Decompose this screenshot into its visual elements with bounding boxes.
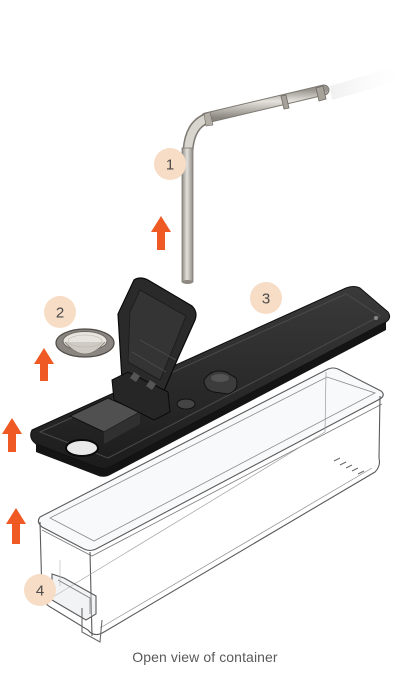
part-label-3 bbox=[250, 282, 282, 314]
svg-text:1: 1 bbox=[165, 156, 175, 174]
pipe-part bbox=[182, 62, 410, 284]
part-label-1 bbox=[154, 148, 186, 180]
up-arrow-icon bbox=[151, 216, 171, 250]
strainer-part bbox=[56, 329, 114, 357]
svg-text:2: 2 bbox=[55, 304, 65, 322]
part-label-2 bbox=[44, 296, 76, 328]
up-arrow-icon bbox=[34, 348, 54, 381]
up-arrow-icon bbox=[2, 418, 22, 452]
up-arrow-icon bbox=[6, 508, 26, 544]
figure-caption: Open view of container bbox=[132, 649, 278, 665]
part-label-4 bbox=[24, 574, 56, 606]
svg-text:3: 3 bbox=[261, 290, 271, 308]
svg-text:4: 4 bbox=[35, 582, 45, 600]
